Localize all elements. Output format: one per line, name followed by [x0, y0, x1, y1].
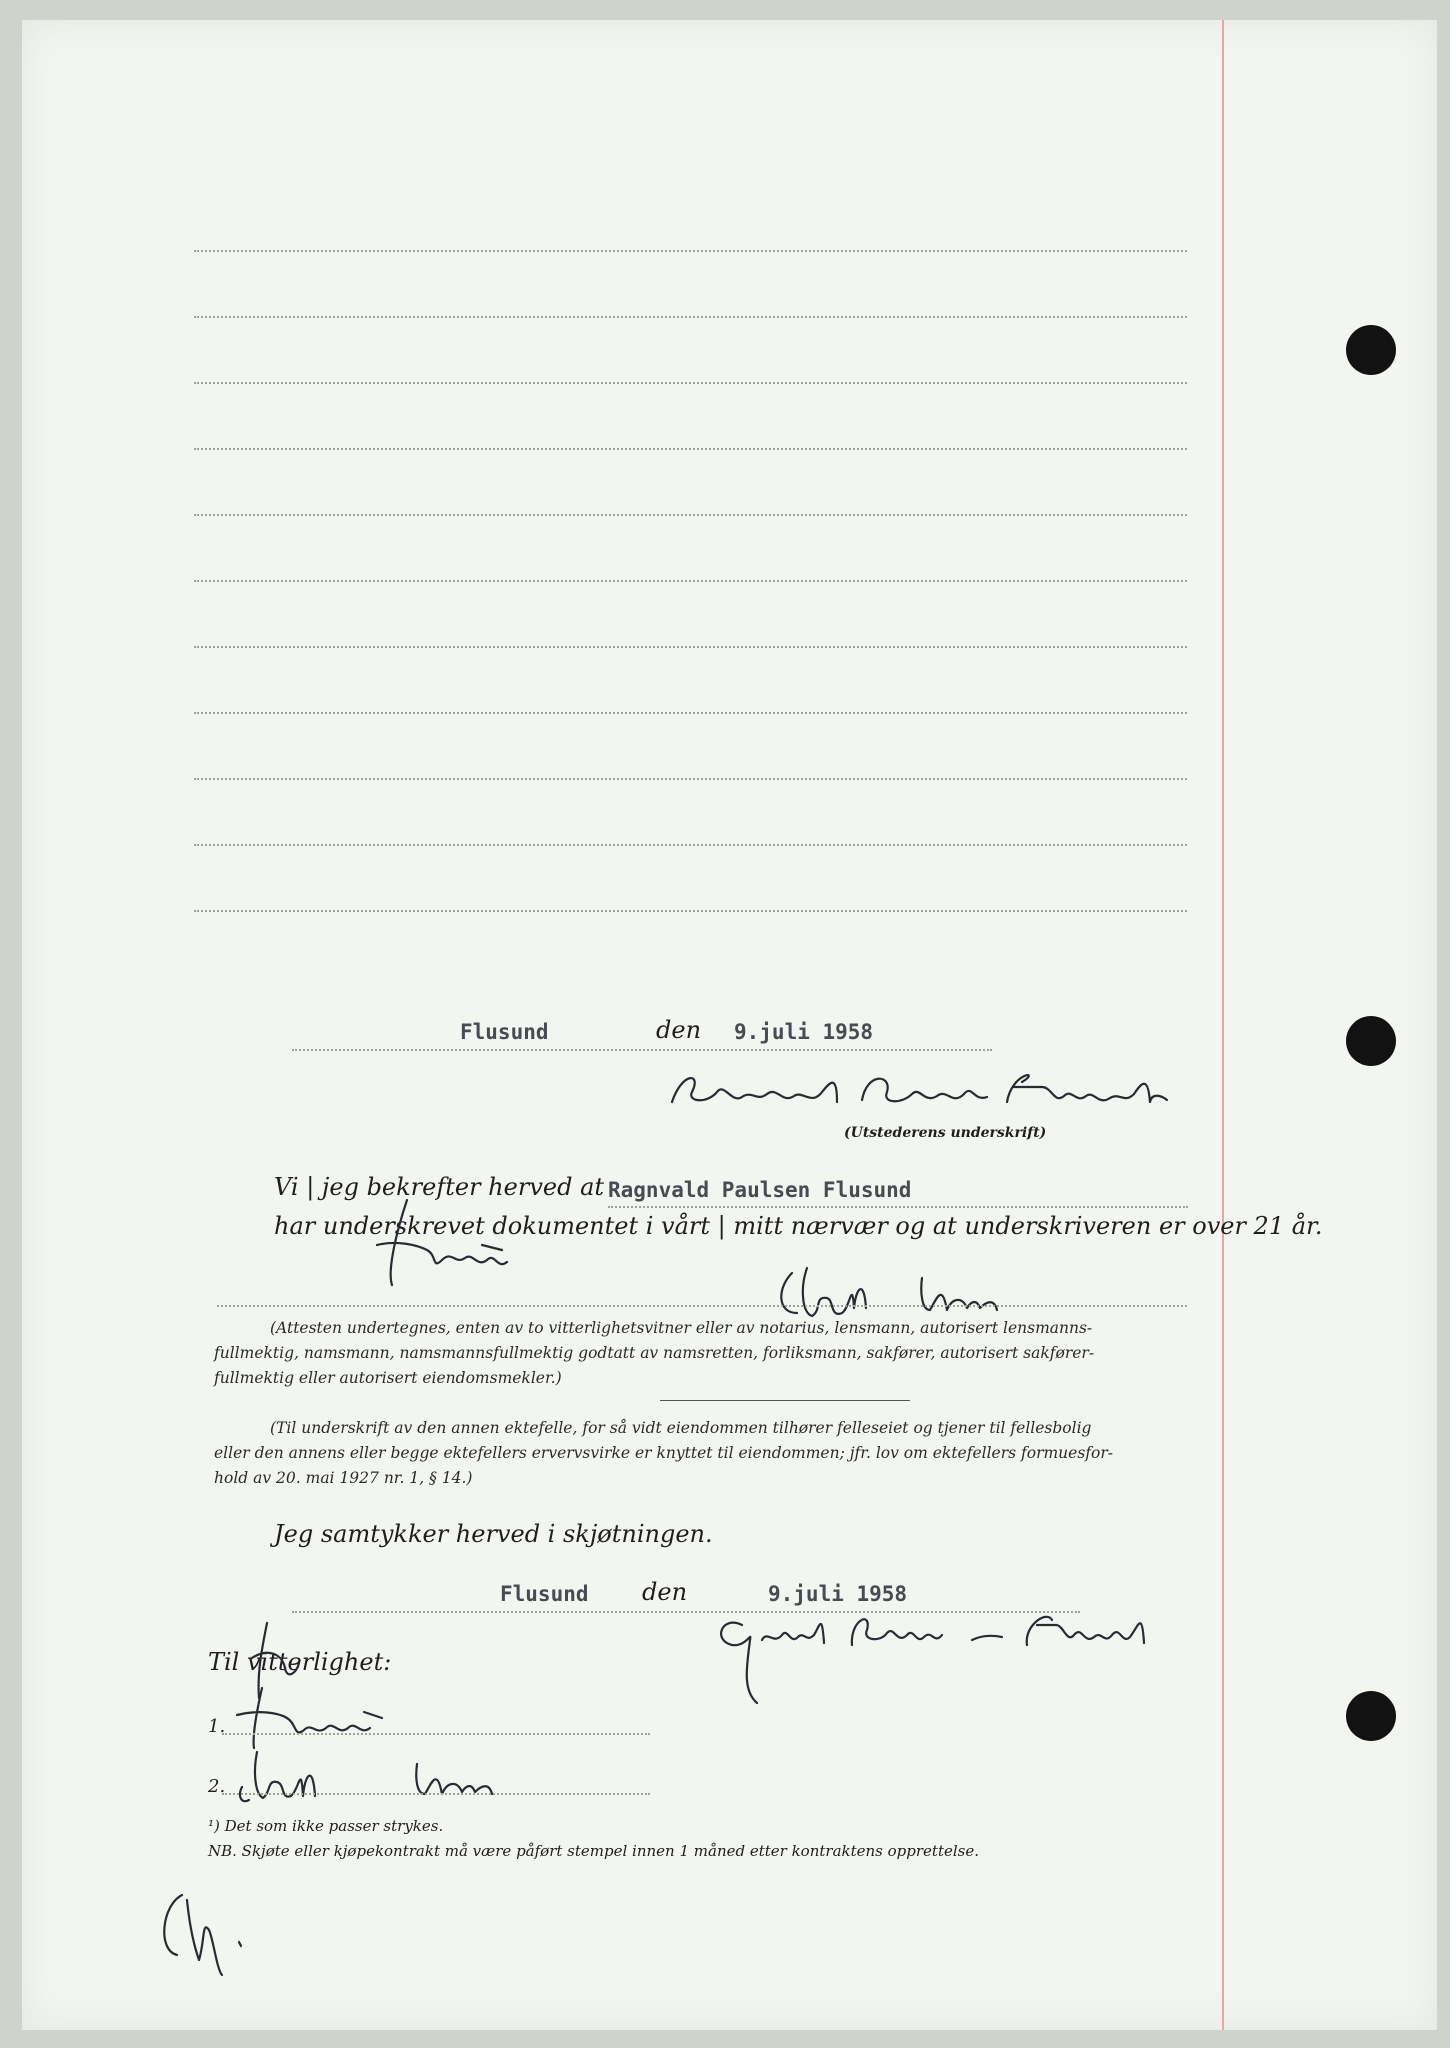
footnote-2: NB. Skjøte eller kjøpekontrakt må være påført stempel innen 1 måned etter kontraktens opprettelse. — [208, 1842, 979, 1860]
witness-line-4 — [222, 1793, 650, 1795]
punch-hole-bottom — [1346, 1691, 1396, 1741]
blank-line — [194, 580, 1187, 582]
blank-line — [194, 514, 1187, 516]
den-label-1: den — [656, 1016, 702, 1044]
place-2: Flusund — [500, 1582, 589, 1606]
attest-note-line: fullmektig, namsmann, namsmannsfullmektig godtatt av namsretten, forliksmann, sakfører, autorisert sakfører- — [214, 1344, 1095, 1362]
punch-hole-middle — [1346, 1016, 1396, 1066]
attest-note — [214, 1316, 1095, 1391]
den-label-2: den — [642, 1578, 688, 1606]
attest-note-line: fullmektig eller autorisert eiendomsmekler.) — [214, 1369, 562, 1387]
initials-mark — [147, 1880, 267, 1980]
blank-line — [194, 382, 1187, 384]
spouse-note-line: (Til underskrift av den annen ektefelle, for så vidt eiendommen tilhører felleseiet og tjener til fellesbolig — [270, 1419, 1092, 1437]
date-line-1 — [292, 1049, 992, 1051]
blank-line — [194, 778, 1187, 780]
punch-hole-top — [1346, 325, 1396, 375]
witness-signature-4 — [227, 1742, 567, 1812]
blank-line — [194, 910, 1187, 912]
confirm-name-line — [608, 1206, 1188, 1208]
witness-signature-1 — [367, 1190, 527, 1300]
confirm-name: Ragnvald Paulsen Flusund — [608, 1178, 912, 1202]
witness-heading: Til vitterlighet: — [208, 1648, 392, 1676]
blank-line — [194, 844, 1187, 846]
spouse-note — [214, 1416, 1114, 1491]
witness-number-1: 1. — [208, 1716, 226, 1737]
witness-line-1 — [217, 1305, 1187, 1307]
witness-number-2: 2. — [208, 1776, 226, 1797]
issuer-signature — [662, 1062, 1222, 1122]
witness-line-3 — [222, 1733, 650, 1735]
document-page — [22, 20, 1437, 2030]
blank-line — [194, 316, 1187, 318]
witness-signature-3 — [232, 1680, 432, 1750]
spouse-note-line: hold av 20. mai 1927 nr. 1, § 14.) — [214, 1469, 473, 1487]
date-1: 9.juli 1958 — [734, 1020, 874, 1044]
confirm-statement: har underskrevet dokumentet i vårt | mitt nærvær og at underskriveren er over 21 år. — [274, 1212, 1323, 1240]
blank-line — [194, 712, 1187, 714]
spouse-note-line: eller den annens eller begge ektefellers ervervsvirke er knyttet til eiendommen; jfr. lov om ektefellers formuesfor- — [214, 1444, 1114, 1462]
blank-line — [194, 250, 1187, 252]
issuer-caption: (Utstederens underskrift) — [844, 1125, 1047, 1141]
attest-note-line: (Attesten undertegnes, enten av to vitterlighetsvitner eller av notarius, lensmann, autorisert lensmanns- — [270, 1319, 1093, 1337]
margin-rule — [1222, 20, 1224, 2030]
spouse-divider — [660, 1400, 910, 1401]
blank-line — [194, 448, 1187, 450]
place-1: Flusund — [460, 1020, 549, 1044]
date-2: 9.juli 1958 — [768, 1582, 908, 1606]
footnote-1: ¹) Det som ikke passer strykes. — [208, 1817, 444, 1835]
consent-text: Jeg samtykker herved i skjøtningen. — [274, 1520, 713, 1548]
blank-line — [194, 646, 1187, 648]
confirm-prefix: Vi | jeg bekrefter herved at — [274, 1173, 605, 1201]
spouse-signature — [702, 1595, 1212, 1705]
